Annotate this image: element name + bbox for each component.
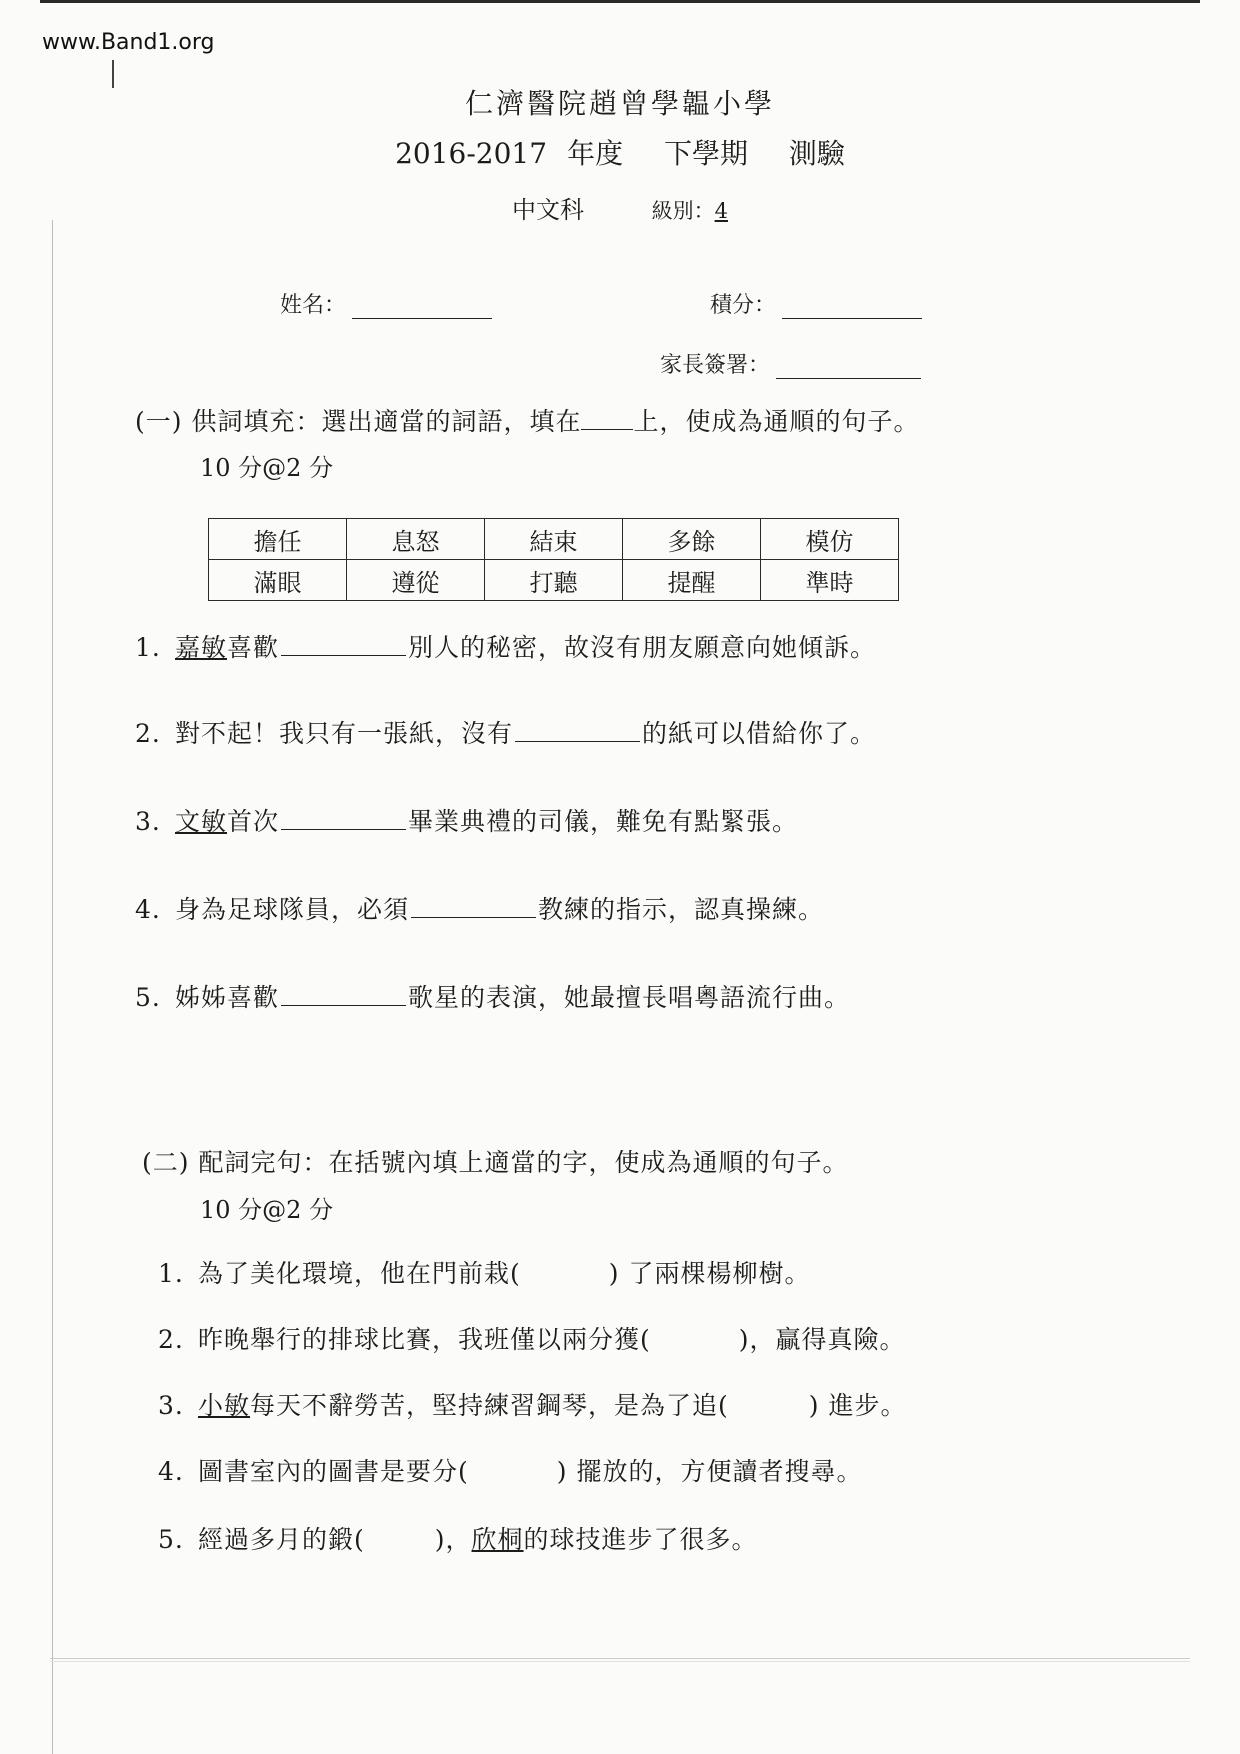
question-text-mid: )， [434, 1525, 472, 1554]
s1-question-4 [135, 890, 824, 926]
score-field [710, 288, 922, 319]
question-number: 5. [158, 1525, 184, 1554]
question-text-before: 經過多月的鍛( [198, 1525, 365, 1554]
section1-marks: 10 分@2 分 [200, 454, 334, 482]
name-label: 姓名： [280, 293, 347, 318]
word-bank-row [209, 560, 899, 601]
exam-title [0, 132, 1240, 172]
score-blank[interactable] [782, 296, 922, 319]
word-bank-table [208, 518, 899, 601]
question-number: 1. [158, 1259, 184, 1288]
question-number: 2. [158, 1325, 184, 1354]
bottom-rule [50, 1658, 1190, 1659]
question-text-before: 每天不辭勞苦，堅持練習鋼琴，是為了追( [250, 1391, 729, 1420]
question-name: 小敏 [198, 1391, 251, 1420]
word-bank-row [209, 519, 899, 560]
year-label: 年度 [567, 137, 624, 170]
parent-signature-field [660, 348, 921, 379]
school-name: 仁濟醫院趙曾學韞小學 [464, 87, 775, 120]
section2-title: (二) 配詞完句：在括號內填上適當的字，使成為通順的句子。 [142, 1148, 849, 1177]
question-text-after: 教練的指示，認真操練。 [538, 895, 825, 924]
grade-label: 級別： [651, 199, 715, 223]
question-text-after: ) 進步。 [808, 1391, 907, 1420]
s2-question-1 [158, 1254, 810, 1290]
question-text-before: 首次 [227, 807, 280, 836]
parent-signature-blank[interactable] [776, 356, 921, 379]
s2-question-5 [158, 1520, 758, 1556]
question-text-before: 姊姊喜歡 [175, 983, 280, 1012]
question-text-after: ) 擺放的，方便讀者搜尋。 [556, 1457, 863, 1486]
bottom-rule-faint [50, 1661, 1190, 1662]
question-name: 欣桐 [471, 1525, 524, 1554]
section1-title-pre: (一) 供詞填充：選出適當的詞語，填在 [135, 407, 582, 436]
question-text-before: 圖書室內的圖書是要分( [198, 1457, 469, 1486]
question-text-after: 的紙可以借給你了。 [642, 719, 877, 748]
score-label: 積分： [710, 293, 777, 318]
word-bank-cell: 遵從 [347, 560, 485, 601]
word-bank-cell: 滿眼 [209, 560, 347, 601]
answer-blank[interactable] [281, 635, 406, 656]
question-text-before: 身為足球隊員，必須 [175, 895, 410, 924]
question-number: 1. [135, 633, 161, 662]
question-name: 嘉敏 [175, 633, 228, 662]
s1-question-2 [135, 714, 876, 750]
word-bank-cell: 多餘 [623, 519, 761, 560]
top-rule [40, 0, 1200, 3]
question-number: 4. [158, 1457, 184, 1486]
word-bank-cell: 息怒 [347, 519, 485, 560]
question-name: 文敏 [175, 807, 228, 836]
question-number: 5. [135, 983, 161, 1012]
s1-question-3 [135, 802, 798, 838]
answer-blank[interactable] [515, 721, 640, 742]
grade [652, 199, 728, 223]
parent-label: 家長簽署： [660, 353, 771, 378]
section2-marks: 10 分@2 分 [200, 1196, 334, 1224]
grade-value: 4 [714, 199, 728, 223]
s2-question-4 [158, 1452, 862, 1488]
question-text-after: )，贏得真險。 [738, 1325, 906, 1354]
page-edge-line [52, 220, 53, 1754]
question-text-before: 昨晚舉行的排球比賽，我班僅以兩分獲( [198, 1325, 651, 1354]
answer-blank[interactable] [281, 809, 406, 830]
answer-blank[interactable] [281, 985, 406, 1006]
subject: 中文科 [511, 196, 584, 224]
word-bank-cell: 準時 [761, 560, 899, 601]
section1-title [135, 402, 919, 438]
question-text-before: 喜歡 [227, 633, 280, 662]
word-bank-cell: 擔任 [209, 519, 347, 560]
question-text-after: 畢業典禮的司儀，難免有點緊張。 [408, 807, 799, 836]
question-number: 3. [158, 1391, 184, 1420]
word-bank-cell: 打聽 [485, 560, 623, 601]
question-text-after: 歌星的表演，她最擅長唱粵語流行曲。 [408, 983, 851, 1012]
word-bank-cell: 模仿 [761, 519, 899, 560]
section1-title-blank [581, 409, 633, 430]
term: 下學期 [663, 137, 748, 170]
s2-question-2 [158, 1320, 906, 1356]
question-number: 3. [135, 807, 161, 836]
watermark-url: www.Band1.org [42, 30, 215, 55]
word-bank-cell: 提醒 [623, 560, 761, 601]
word-bank-cell: 結束 [485, 519, 623, 560]
question-text-before: 對不起！我只有一張紙，沒有 [175, 719, 514, 748]
subject-line [0, 190, 1240, 225]
s2-question-3 [158, 1386, 906, 1422]
year: 2016-2017 [395, 137, 548, 170]
question-text-before: 為了美化環境，他在門前栽( [198, 1259, 521, 1288]
s1-question-1 [135, 628, 876, 664]
section1-title-post: 上，使成為通順的句子。 [633, 407, 920, 436]
question-number: 4. [135, 895, 161, 924]
question-number: 2. [135, 719, 161, 748]
name-field [280, 288, 492, 319]
name-blank[interactable] [352, 296, 492, 319]
answer-blank[interactable] [411, 897, 536, 918]
question-text-after: 別人的秘密，故沒有朋友願意向她傾訴。 [408, 633, 877, 662]
question-text-after: ) 了兩棵楊柳樹。 [608, 1259, 811, 1288]
exam-type: 測驗 [788, 137, 845, 170]
s1-question-5 [135, 978, 850, 1014]
question-text-after: 的球技進步了很多。 [523, 1525, 758, 1554]
